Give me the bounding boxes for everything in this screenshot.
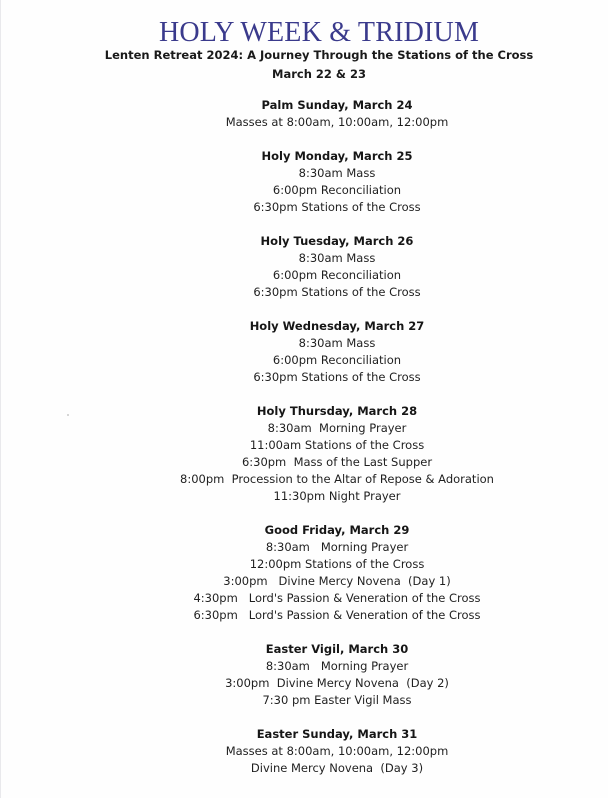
schedule-line: 3:00pm Divine Mercy Novena (Day 2) <box>225 676 449 690</box>
schedule <box>1 97 608 794</box>
schedule-line: 6:30pm Mass of the Last Supper <box>241 455 433 469</box>
day-section <box>1 522 608 624</box>
day-section <box>1 97 608 131</box>
day-title: Holy Thursday, March 28 <box>256 404 418 418</box>
schedule-line: 8:00pm Procession to the Altar of Repose & Adoration <box>180 472 494 486</box>
schedule-line: Divine Mercy Novena (Day 3) <box>250 761 424 775</box>
schedule-line: 6:30pm Stations of the Cross <box>253 200 421 214</box>
day-section <box>1 233 608 301</box>
page-title: HOLY WEEK & TRIDIUM <box>158 17 480 48</box>
schedule-line: 8:30am Morning Prayer <box>265 659 409 673</box>
schedule-line: 11:30pm Night Prayer <box>273 489 401 503</box>
day-section <box>1 318 608 386</box>
day-section <box>1 148 608 216</box>
retreat-subtitle: Lenten Retreat 2024: A Journey Through the Stations of the Cross <box>104 48 534 62</box>
day-title: Good Friday, March 29 <box>264 523 410 537</box>
scan-speck <box>67 414 69 416</box>
day-title: Holy Wednesday, March 27 <box>249 319 425 333</box>
schedule-line: Masses at 8:00am, 10:00am, 12:00pm <box>225 744 449 758</box>
schedule-line: 4:30pm Lord's Passion & Veneration of the Cross <box>193 591 481 605</box>
schedule-line: 8:30am Mass <box>298 166 376 180</box>
day-section <box>1 641 608 709</box>
schedule-line: 6:30pm Lord's Passion & Veneration of the Cross <box>193 608 481 622</box>
day-section <box>1 403 608 505</box>
schedule-line: 8:30am Morning Prayer <box>267 421 407 435</box>
schedule-line: 11:00am Stations of the Cross <box>249 438 425 452</box>
schedule-line: 6:00pm Reconciliation <box>272 268 402 282</box>
day-title: Easter Sunday, March 31 <box>256 727 418 741</box>
schedule-line: 6:00pm Reconciliation <box>272 183 402 197</box>
schedule-line: 6:30pm Stations of the Cross <box>253 285 421 299</box>
day-title: Palm Sunday, March 24 <box>261 98 413 112</box>
schedule-line: 8:30am Mass <box>298 336 376 350</box>
day-title: Easter Vigil, March 30 <box>265 642 409 656</box>
day-title: Holy Monday, March 25 <box>261 149 413 163</box>
header <box>1 18 608 83</box>
schedule-line: 6:00pm Reconciliation <box>272 353 402 367</box>
day-title: Holy Tuesday, March 26 <box>260 234 414 248</box>
schedule-line: 7:30 pm Easter Vigil Mass <box>262 693 412 707</box>
schedule-line: Masses at 8:00am, 10:00am, 12:00pm <box>225 115 449 129</box>
day-section <box>1 726 608 777</box>
schedule-line: 8:30am Mass <box>298 251 376 265</box>
schedule-line: 6:30pm Stations of the Cross <box>253 370 421 384</box>
schedule-line: 3:00pm Divine Mercy Novena (Day 1) <box>223 574 451 588</box>
schedule-line: 8:30am Morning Prayer <box>265 540 409 554</box>
retreat-dates: March 22 & 23 <box>272 67 366 81</box>
schedule-line: 12:00pm Stations of the Cross <box>249 557 425 571</box>
